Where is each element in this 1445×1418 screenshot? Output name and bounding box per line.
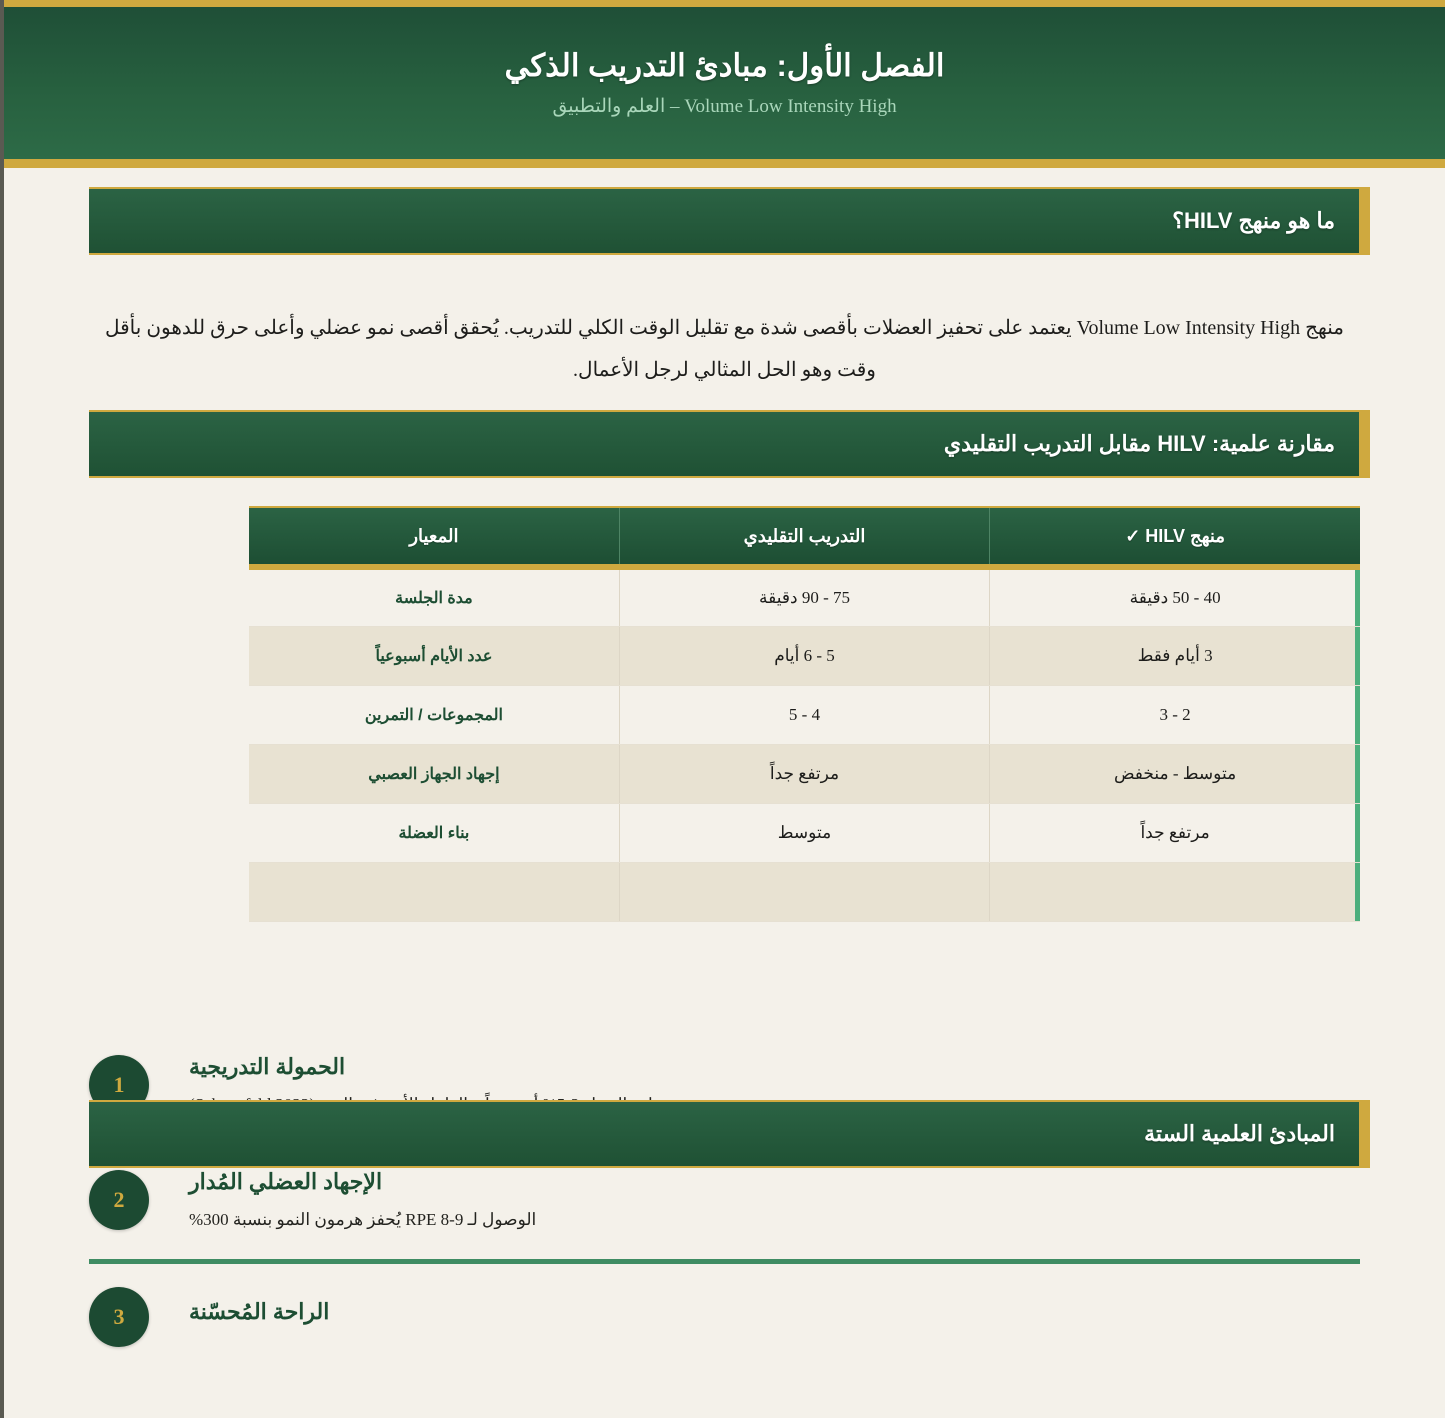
principle-item [89, 1264, 1360, 1379]
cell-criterion: إجهاد الجهاز العصبي [249, 744, 619, 803]
column-header-criterion: المعيار [249, 507, 619, 567]
principle-text [171, 1297, 1360, 1337]
comparison-table-wrapper [249, 506, 1360, 922]
cell-traditional: 4 - 5 [619, 685, 989, 744]
cell-criterion: بناء العضلة [249, 803, 619, 862]
column-header-traditional: التدريب التقليدي [619, 507, 989, 567]
cell-hilv: 3 أيام فقط [990, 626, 1360, 685]
principle-number-badge: 2 [89, 1170, 149, 1230]
comparison-table [249, 506, 1360, 922]
cell-traditional [619, 862, 989, 921]
cell-criterion: مدة الجلسة [249, 567, 619, 626]
principle-title: الحمولة التدريجية [189, 1053, 346, 1079]
principle-description: الوصول لـ RPE 8-9 يُحفز هرمون النمو بنسبة 300% [189, 1209, 537, 1229]
principles-list [89, 1034, 1360, 1379]
table-row [249, 567, 1360, 626]
column-header-hilv: منهج HILV ✓ [990, 507, 1360, 567]
page-subtitle: Volume Low Intensity High – العلم والتطبيق [552, 95, 897, 117]
page-content [4, 187, 1445, 1379]
cell-hilv: مرتفع جداً [990, 803, 1360, 862]
principle-number-badge: 1 [89, 1055, 149, 1115]
page-hero-header [4, 0, 1445, 168]
principle-text [171, 1167, 1360, 1232]
table-row [249, 685, 1360, 744]
principle-title: الإجهاد العضلي المُدار [189, 1168, 383, 1194]
table-body [249, 567, 1360, 921]
table-head [249, 507, 1360, 567]
cell-criterion: عدد الأيام أسبوعياً [249, 626, 619, 685]
table-row [249, 626, 1360, 685]
cell-hilv: متوسط - منخفض [990, 744, 1360, 803]
page-title: الفصل الأول: مبادئ التدريب الذكي [504, 47, 945, 83]
cell-traditional: 5 - 6 أيام [619, 626, 989, 685]
section-header-label: مقارنة علمية: HILV مقابل التدريب التقليدي [943, 431, 1335, 456]
section-header-what-is-hilv [89, 187, 1370, 255]
cell-hilv: 40 - 50 دقيقة [990, 567, 1360, 626]
section-header-principles [89, 1100, 1370, 1168]
table-header-row [249, 507, 1360, 567]
cell-criterion [249, 862, 619, 921]
table-row [249, 862, 1360, 921]
table-row [249, 744, 1360, 803]
table-row [249, 803, 1360, 862]
cell-traditional: متوسط [619, 803, 989, 862]
section-header-label: المبادئ العلمية الستة [1144, 1121, 1335, 1146]
section-header-label: ما هو منهج HILV؟ [1172, 208, 1335, 233]
intro-paragraph: منهج Volume Low Intensity High يعتمد على تحفيز العضلات بأقصى شدة مع تقليل الوقت الكلي للتدريب. يُحقق أقصى نمو عضلي وأعلى حرق للدهون بأقل وقت وهو الحل المثالي لرجل الأعمال. [104, 317, 1345, 381]
principle-title: الراحة المُحسّنة [189, 1299, 330, 1325]
principle-number-badge: 3 [89, 1287, 149, 1347]
cell-criterion: المجموعات / التمرين [249, 685, 619, 744]
cell-hilv [990, 862, 1360, 921]
cell-traditional: مرتفع جداً [619, 744, 989, 803]
cell-hilv: 2 - 3 [990, 685, 1360, 744]
section-header-comparison [89, 410, 1370, 478]
cell-traditional: 75 - 90 دقيقة [619, 567, 989, 626]
